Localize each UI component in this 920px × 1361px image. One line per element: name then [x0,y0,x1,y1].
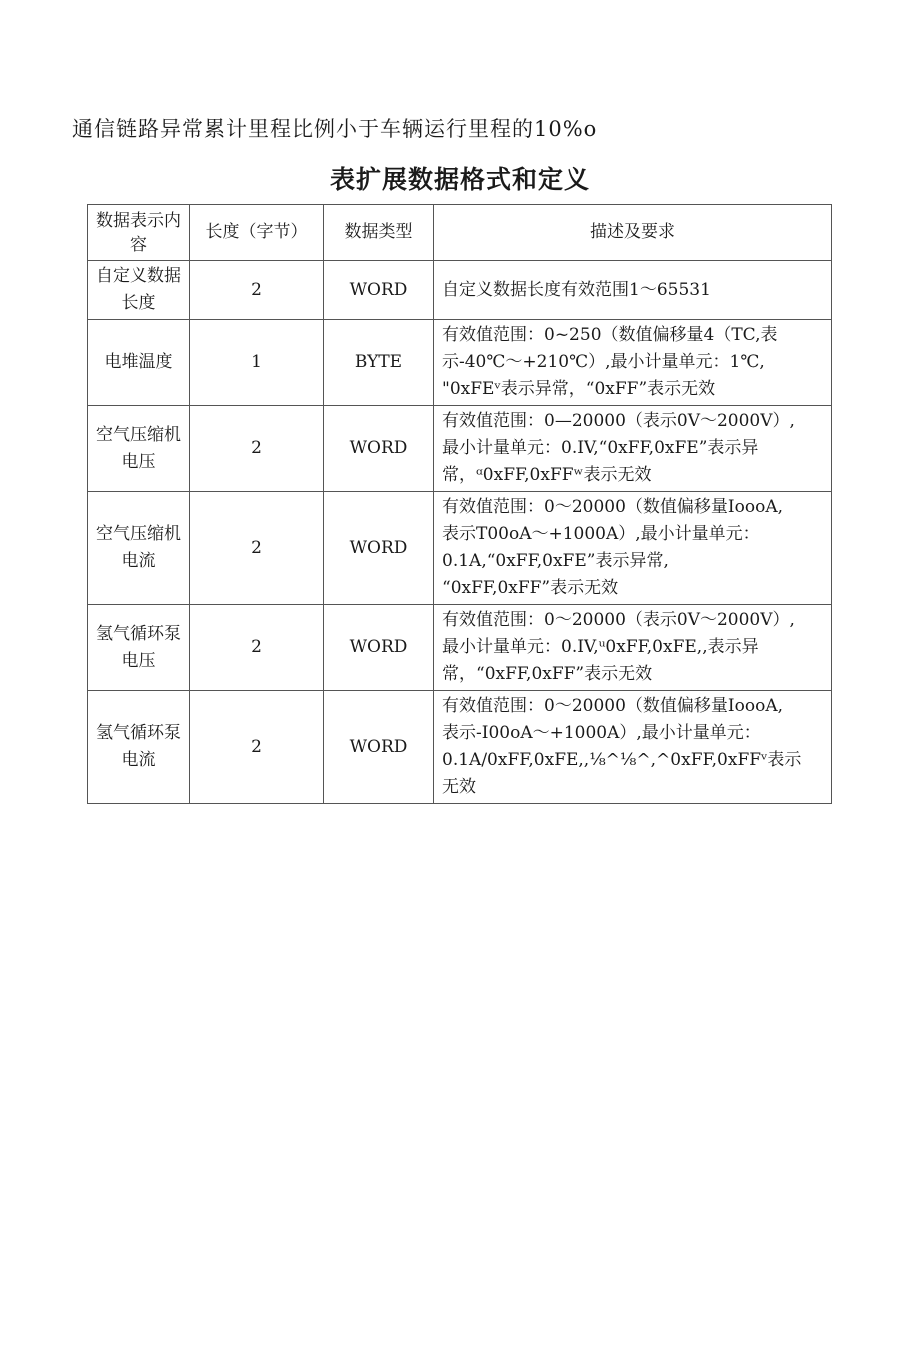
table-row [88,605,832,691]
row-content: 自定义数据 长度 [88,261,190,320]
table-row [88,261,832,320]
row-length: 2 [190,406,324,492]
row-type: WORD [324,605,434,691]
intro-paragraph: 通信链路异常累计里程比例小于车辆运行里程的10%o [72,117,598,141]
header-desc: 描述及要求 [434,205,832,261]
row-type: BYTE [324,320,434,406]
row-content: 氢气循环泵 电压 [88,605,190,691]
table-row [88,492,832,605]
row-content: 空气压缩机 电流 [88,492,190,605]
table-row [88,320,832,406]
row-type: WORD [324,492,434,605]
data-format-table [87,204,832,804]
table-row [88,691,832,804]
row-content: 空气压缩机 电压 [88,406,190,492]
header-type: 数据类型 [324,205,434,261]
row-desc: 有效值范围：0—20000（表示0V～2000V）, 最小计量单元：0.IV,“0xFF,0xFE”表示异 常，ᵅ0xFF,0xFFʷ表示无效 [434,406,832,492]
row-content: 电堆温度 [88,320,190,406]
table-header-row [88,205,832,261]
row-length: 2 [190,492,324,605]
row-type: WORD [324,261,434,320]
row-desc: 有效值范围：0~250（数值偏移量4（TC,表 示-40℃～+210℃）,最小计量单元：1℃, "0xFEᵛ表示异常，“0xFF”表示无效 [434,320,832,406]
header-content: 数据表示内 容 [88,205,190,261]
row-desc: 有效值范围：0～20000（数值偏移量IoooA, 表示T00oA～+1000A）,最小计量单元： 0.1A,“0xFF,0xFE”表示异常, “0xFF,0xFF”表示无效 [434,492,832,605]
row-length: 1 [190,320,324,406]
row-length: 2 [190,261,324,320]
header-length: 长度（字节） [190,205,324,261]
row-desc: 有效值范围：0～20000（数值偏移量IoooA, 表示-I00oA～+1000A）,最小计量单元： 0.1A∕0xFF,0xFE,,⅛^⅛^,^0xFF,0xFFᵛ表示 无效 [434,691,832,804]
table-row [88,406,832,492]
row-desc: 有效值范围：0～20000（表示0V～2000V）, 最小计量单元：0.IV,ᵘ0xFF,0xFE,,表示异 常，“0xFF,0xFF”表示无效 [434,605,832,691]
table-title: 表扩展数据格式和定义 [329,165,590,194]
row-content: 氢气循环泵 电流 [88,691,190,804]
row-desc: 自定义数据长度有效范围1～65531 [434,261,832,320]
row-length: 2 [190,691,324,804]
row-type: WORD [324,406,434,492]
row-type: WORD [324,691,434,804]
row-length: 2 [190,605,324,691]
